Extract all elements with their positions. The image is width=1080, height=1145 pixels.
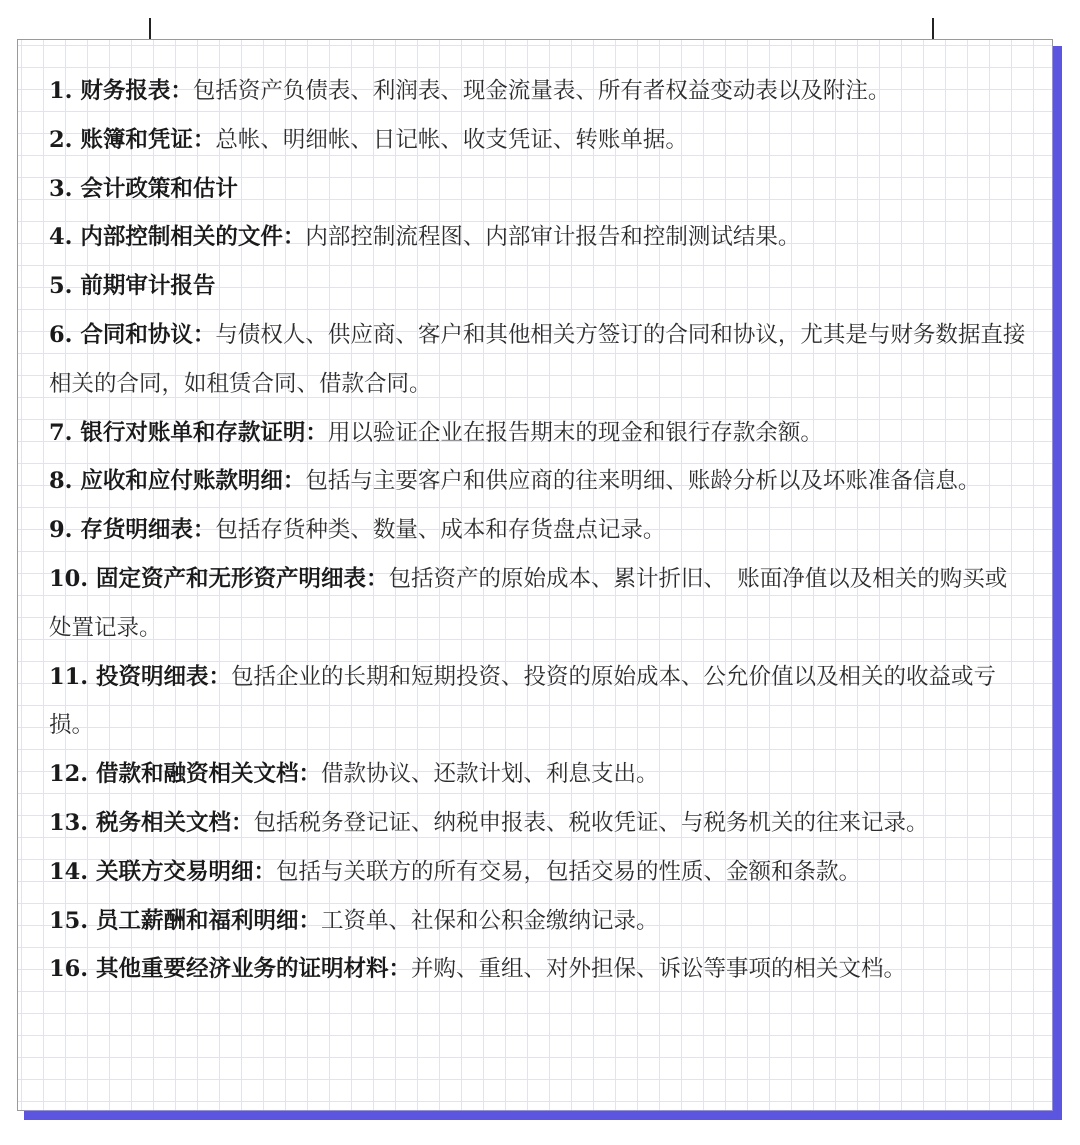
item-title: 银行对账单和存款证明：	[80, 419, 328, 446]
list-item	[49, 116, 1029, 165]
item-number: 11.	[49, 663, 96, 690]
item-description: 包括企业的长期和短期投资、投资的原始成本、公允价值以及相关的收益或亏损。	[49, 663, 997, 739]
list-item	[49, 555, 1029, 653]
item-description: 包括与主要客户和供应商的往来明细、账龄分析以及坏账准备信息。	[305, 468, 981, 495]
item-title: 应收和应付账款明细：	[80, 468, 306, 495]
item-number: 3.	[49, 175, 81, 202]
item-number: 16.	[49, 956, 96, 983]
item-description: 工资单、社保和公积金缴纳记录。	[321, 907, 659, 934]
item-title: 借款和融资相关文档：	[95, 761, 321, 788]
list-item	[49, 165, 1029, 214]
item-description: 包括存货种类、数量、成本和存货盘点记录。	[215, 517, 666, 544]
list-item	[49, 750, 1029, 799]
list-item	[49, 653, 1029, 751]
item-number: 13.	[49, 809, 96, 836]
item-number: 9.	[49, 517, 81, 544]
item-number: 12.	[49, 761, 96, 788]
item-description: 内部控制流程图、内部审计报告和控制测试结果。	[305, 224, 801, 251]
item-title: 财务报表：	[80, 78, 193, 104]
list-item	[49, 506, 1029, 555]
item-number: 2.	[49, 126, 81, 153]
list-item	[49, 262, 1029, 311]
item-title: 存货明细表：	[80, 517, 216, 544]
item-description: 与债权人、供应商、客户和其他相关方签订的合同和协议，尤其是与财务数据直接相关的合同，如租赁合同、借款合同。	[49, 321, 1026, 397]
item-description: 包括税务登记证、纳税申报表、税收凭证、与税务机关的往来记录。	[253, 809, 929, 836]
list-item	[49, 213, 1029, 262]
document-checklist	[49, 67, 1029, 994]
item-title: 其他重要经济业务的证明材料：	[95, 956, 411, 983]
item-title: 账簿和凭证：	[80, 126, 216, 153]
item-title: 员工薪酬和福利明细：	[95, 907, 321, 934]
item-title: 税务相关文档：	[95, 809, 254, 836]
item-description: 包括与关联方的所有交易，包括交易的性质、金额和条款。	[276, 858, 862, 885]
item-title: 关联方交易明细：	[95, 858, 276, 885]
item-number: 4.	[49, 224, 81, 251]
item-number: 8.	[49, 468, 81, 495]
item-number: 14.	[49, 858, 96, 885]
item-number: 15.	[49, 907, 96, 934]
list-item	[49, 799, 1029, 848]
grid-paper-card	[17, 39, 1053, 1111]
item-number: 6.	[49, 321, 81, 348]
item-title: 合同和协议：	[80, 321, 216, 348]
item-description: 用以验证企业在报告期末的现金和银行存款余额。	[327, 419, 823, 446]
item-number: 10.	[49, 565, 96, 592]
list-item	[49, 945, 1029, 994]
item-description: 并购、重组、对外担保、诉讼等事项的相关文档。	[411, 956, 907, 983]
list-item	[49, 67, 1029, 116]
item-description: 包括资产负债表、利润表、现金流量表、所有者权益变动表以及附注。	[192, 78, 891, 104]
list-item	[49, 848, 1029, 897]
item-description: 包括资产的原始成本、累计折旧、 账面净值以及相关的购买或处置记录。	[49, 565, 1008, 641]
item-description: 借款协议、还款计划、利息支出。	[321, 761, 659, 788]
item-title: 固定资产和无形资产明细表：	[95, 565, 389, 592]
item-title: 内部控制相关的文件：	[80, 224, 306, 251]
list-item	[49, 457, 1029, 506]
item-title: 会计政策和估计	[80, 175, 238, 202]
item-number: 1.	[49, 78, 81, 104]
list-item	[49, 409, 1029, 458]
item-number: 5.	[49, 273, 81, 300]
item-number: 7.	[49, 419, 81, 446]
list-item	[49, 897, 1029, 946]
item-title: 前期审计报告	[80, 273, 216, 300]
item-description: 总帐、明细帐、日记帐、收支凭证、转账单据。	[215, 126, 688, 153]
item-title: 投资明细表：	[95, 663, 231, 690]
list-item	[49, 311, 1029, 409]
